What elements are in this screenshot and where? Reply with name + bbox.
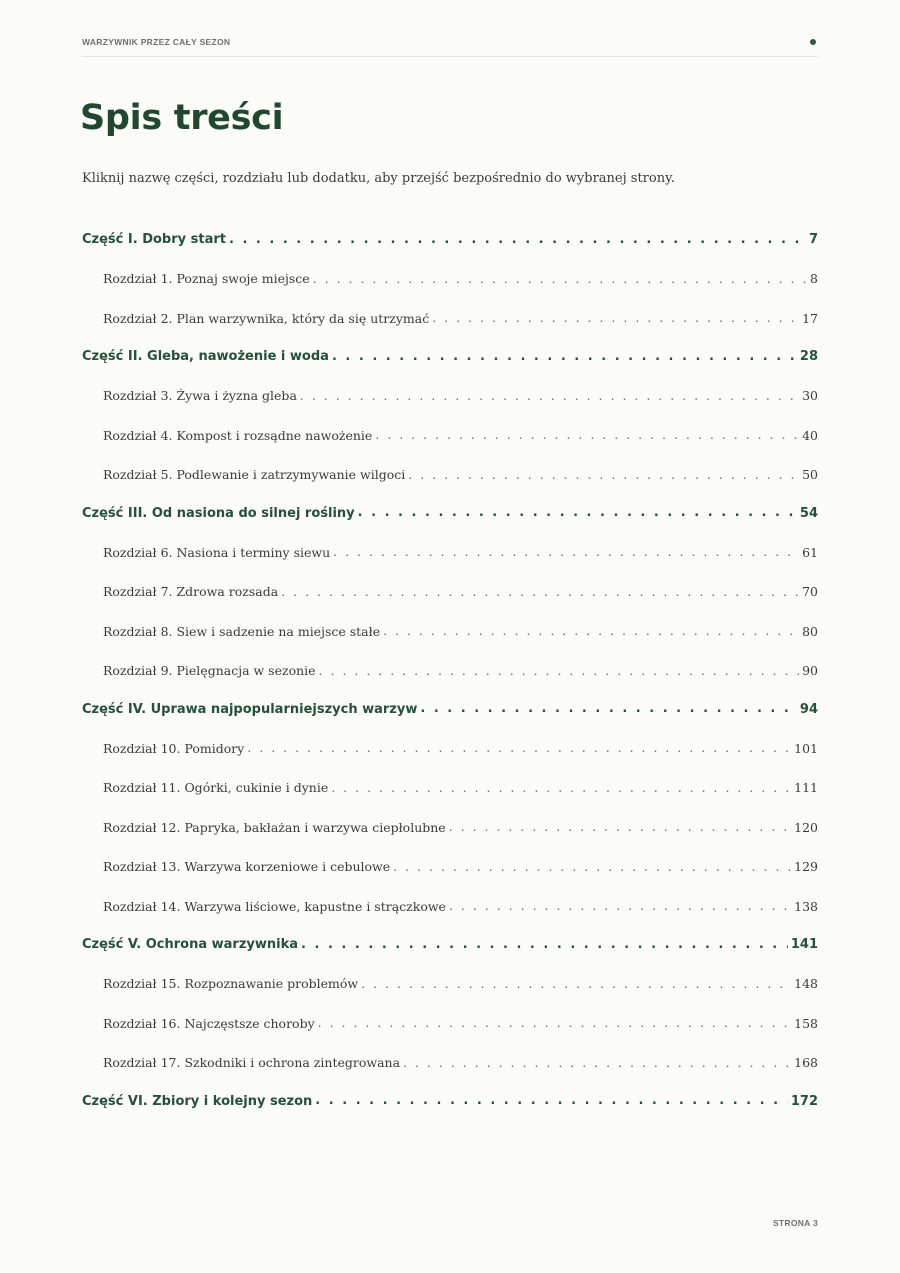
toc-entry-title: Część V. Ochrona warzywnika (82, 937, 299, 952)
toc-chapter-link[interactable] (82, 455, 818, 495)
table-of-contents (82, 221, 818, 1121)
page-number-footer: STRONA 3 (772, 1218, 818, 1228)
toc-chapter-link[interactable] (82, 612, 818, 652)
toc-page-number: 158 (794, 1015, 818, 1031)
toc-chapter-link[interactable] (82, 299, 818, 339)
toc-entry-title: Rozdział 1. Poznaj swoje miejsce (103, 271, 310, 286)
toc-entry-title: Rozdział 12. Papryka, bakłażan i warzywa ciepłolubne (103, 819, 446, 835)
toc-page-number: 141 (790, 937, 818, 952)
toc-entry-title: Rozdział 14. Warzywa liściowe, kapustne i strączkowe (103, 898, 446, 914)
toc-part-link[interactable] (82, 221, 818, 259)
toc-page-number: 17 (802, 310, 818, 326)
toc-part-link[interactable] (82, 338, 818, 376)
toc-entry-title: Rozdział 4. Kompost i rozsądne nawożenie (103, 427, 373, 443)
dot-leader (408, 455, 799, 495)
dot-leader (301, 926, 788, 964)
dot-leader (318, 1003, 792, 1043)
toc-page-number: 90 (802, 663, 818, 678)
dot-leader (358, 494, 797, 532)
header-dot-icon (810, 39, 816, 45)
toc-entry-title: Rozdział 17. Szkodniki i ochrona zintegrowana (103, 1055, 401, 1070)
toc-chapter-link[interactable] (82, 416, 818, 456)
running-header-title: WARZYWNIK PRZEZ CAŁY SEZON (82, 37, 231, 47)
toc-entry-title: Część VI. Zbiory i kolejny sezon (82, 1093, 313, 1109)
dot-leader (449, 807, 791, 847)
dot-leader (333, 532, 799, 572)
toc-chapter-link[interactable] (82, 847, 818, 887)
toc-page-number: 148 (794, 976, 818, 991)
toc-entry-title: Rozdział 3. Żywa i żyzna gleba (103, 388, 297, 403)
toc-entry-title: Rozdział 11. Ogórki, cukinie i dynie (103, 780, 329, 795)
toc-page-number: 28 (799, 349, 818, 364)
toc-chapter-link[interactable] (82, 1043, 818, 1083)
toc-entry-title: Rozdział 5. Podlewanie i zatrzymywanie wilgoci (103, 467, 406, 482)
dot-leader (331, 768, 791, 808)
dot-leader (449, 886, 791, 926)
toc-chapter-link[interactable] (82, 259, 818, 299)
dot-leader (375, 415, 799, 455)
dot-leader (361, 964, 791, 1004)
toc-chapter-link[interactable] (82, 808, 818, 848)
toc-chapter-link[interactable] (82, 768, 818, 808)
dot-leader (319, 651, 800, 691)
toc-chapter-link[interactable] (82, 651, 818, 691)
toc-entry-title: Część III. Od nasiona do silnej rośliny (82, 505, 355, 521)
running-header (82, 30, 818, 57)
toc-page-number: 138 (794, 898, 818, 914)
dot-leader (229, 221, 806, 259)
toc-part-link[interactable] (82, 1083, 818, 1121)
toc-entry-title: Rozdział 10. Pomidory (103, 740, 245, 756)
dot-leader (432, 298, 799, 338)
toc-page-number: 168 (794, 1055, 818, 1070)
dot-leader (315, 1082, 788, 1120)
toc-chapter-link[interactable] (82, 1004, 818, 1044)
toc-entry-title: Rozdział 6. Nasiona i terminy siewu (103, 544, 331, 560)
dot-leader (383, 611, 799, 651)
toc-page-number: 8 (810, 271, 818, 286)
toc-entry-title: Część I. Dobry start (82, 232, 226, 247)
toc-page-number: 172 (790, 1093, 818, 1109)
toc-page-number: 129 (794, 859, 818, 874)
toc-page-number: 111 (794, 780, 818, 795)
toc-page-number: 54 (799, 505, 818, 521)
toc-page-number: 50 (802, 467, 818, 482)
dot-leader (313, 259, 807, 299)
toc-page-number: 120 (794, 819, 818, 835)
toc-part-link[interactable] (82, 495, 818, 533)
dot-leader (403, 1043, 791, 1083)
toc-chapter-link[interactable] (82, 572, 818, 612)
toc-entry-title: Rozdział 9. Pielęgnacja w sezonie (103, 663, 316, 678)
toc-chapter-link[interactable] (82, 964, 818, 1004)
toc-entry-title: Część IV. Uprawa najpopularniejszych warzyw (82, 701, 418, 717)
intro-text: Kliknij nazwę części, rozdziału lub dodatku, aby przejść bezpośrednio do wybranej strony. (82, 171, 675, 186)
toc-page-number: 80 (802, 623, 818, 639)
toc-page-number: 40 (802, 427, 818, 443)
toc-part-link[interactable] (82, 691, 818, 729)
dot-leader (247, 728, 791, 768)
toc-page-number: 70 (802, 584, 818, 599)
toc-entry-title: Część II. Gleba, nawożenie i woda (82, 349, 329, 364)
dot-leader (300, 376, 799, 416)
toc-page-number: 94 (799, 701, 818, 717)
dot-leader (420, 690, 797, 728)
toc-entry-title: Rozdział 16. Najczęstsze choroby (103, 1015, 315, 1031)
dot-leader (332, 338, 797, 376)
dot-leader (393, 847, 791, 887)
toc-chapter-link[interactable] (82, 729, 818, 769)
toc-chapter-link[interactable] (82, 533, 818, 573)
toc-page-number: 30 (802, 388, 818, 403)
toc-page-number: 61 (802, 544, 818, 560)
toc-page-number: 7 (808, 232, 818, 247)
dot-leader (281, 572, 799, 612)
page-title: Spis treści (80, 98, 284, 138)
toc-chapter-link[interactable] (82, 887, 818, 927)
toc-entry-title: Rozdział 7. Zdrowa rozsada (103, 584, 279, 599)
toc-entry-title: Rozdział 8. Siew i sadzenie na miejsce stałe (103, 623, 381, 639)
toc-entry-title: Rozdział 2. Plan warzywnika, który da się utrzymać (103, 310, 430, 326)
toc-entry-title: Rozdział 13. Warzywa korzeniowe i cebulowe (103, 859, 391, 874)
toc-chapter-link[interactable] (82, 376, 818, 416)
toc-page-number: 101 (794, 740, 818, 756)
toc-entry-title: Rozdział 15. Rozpoznawanie problemów (103, 976, 359, 991)
toc-part-link[interactable] (82, 926, 818, 964)
